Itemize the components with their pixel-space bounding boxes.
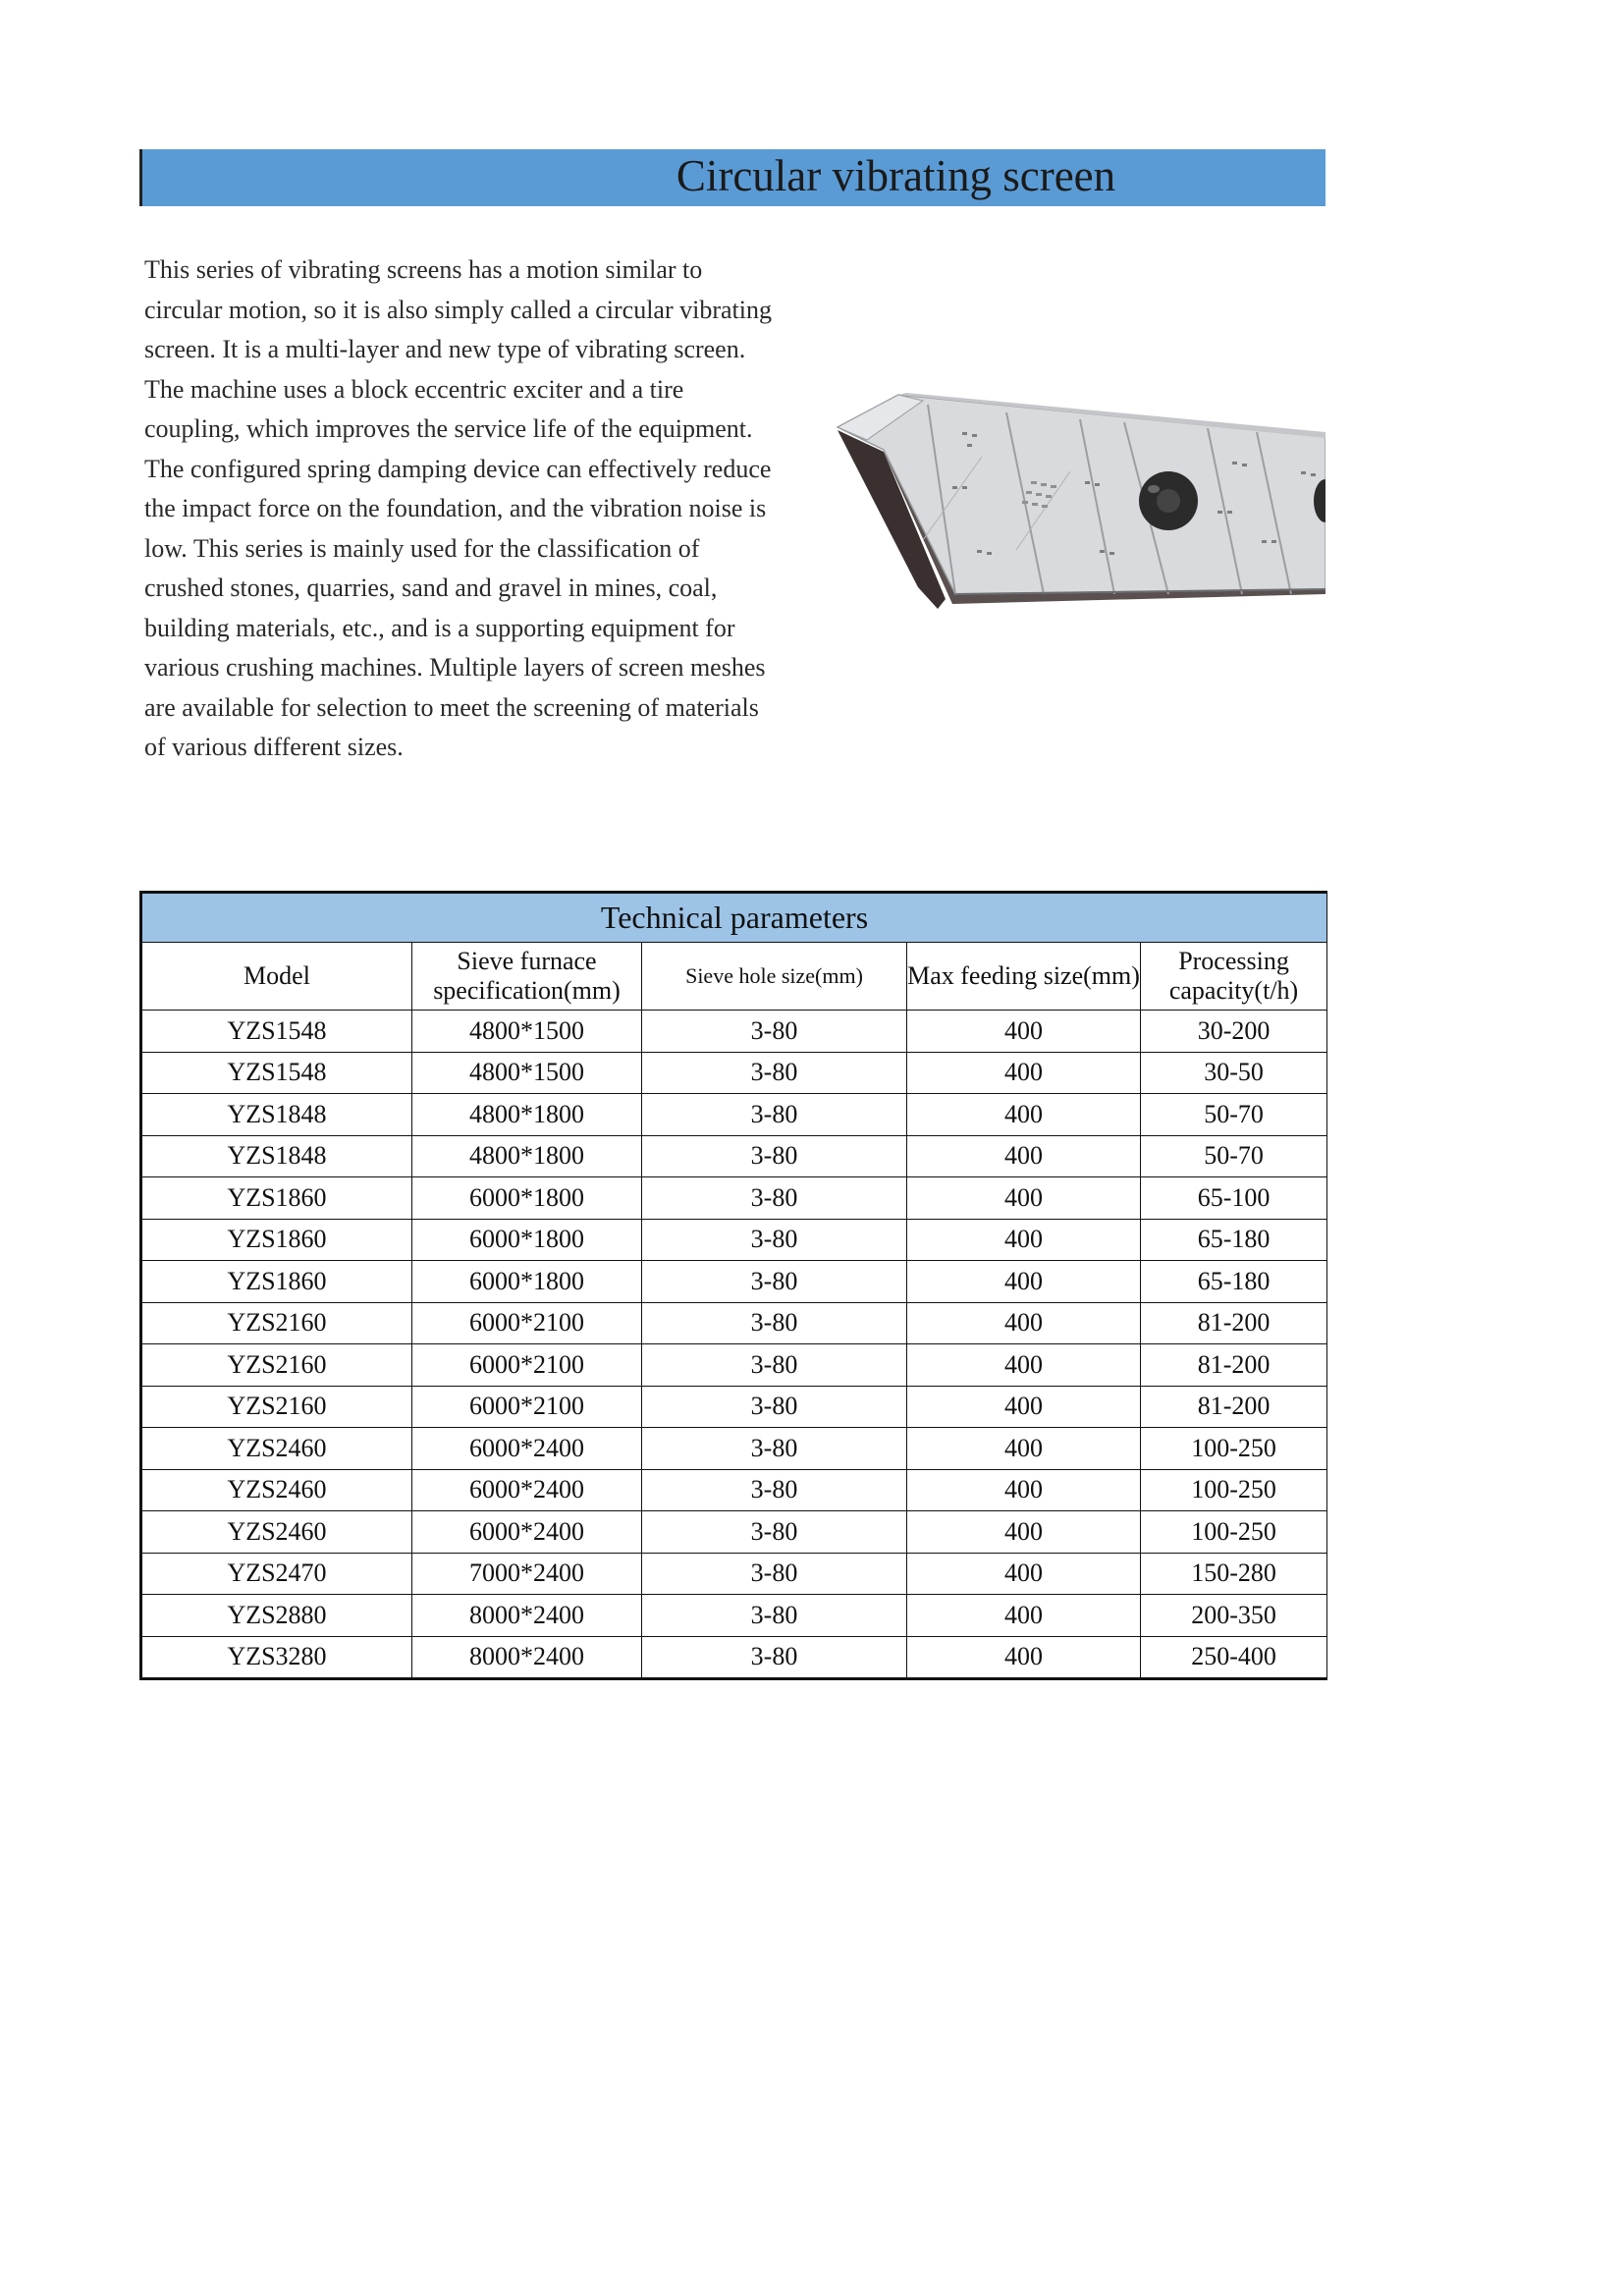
cell-sieve-spec: 6000*2400 — [412, 1428, 642, 1470]
table-row — [141, 1469, 1327, 1511]
cell-capacity: 65-180 — [1141, 1219, 1327, 1261]
cell-hole-size: 3-80 — [642, 1595, 907, 1637]
cell-max-feeding: 400 — [907, 1469, 1141, 1511]
cell-hole-size: 3-80 — [642, 1219, 907, 1261]
table-row — [141, 1386, 1327, 1428]
cell-model: YZS2160 — [141, 1386, 412, 1428]
product-image — [830, 393, 1325, 633]
cell-sieve-spec: 4800*1800 — [412, 1094, 642, 1136]
cell-model: YZS1848 — [141, 1135, 412, 1177]
cell-sieve-spec: 8000*2400 — [412, 1636, 642, 1679]
cell-model: YZS1548 — [141, 1052, 412, 1094]
cell-hole-size: 3-80 — [642, 1135, 907, 1177]
cell-sieve-spec: 6000*2100 — [412, 1386, 642, 1428]
cell-model: YZS2460 — [141, 1428, 412, 1470]
cell-max-feeding: 400 — [907, 1511, 1141, 1554]
table-row — [141, 1428, 1327, 1470]
cell-hole-size: 3-80 — [642, 1344, 907, 1387]
cell-capacity: 81-200 — [1141, 1344, 1327, 1387]
cell-model: YZS3280 — [141, 1636, 412, 1679]
cell-model: YZS2460 — [141, 1469, 412, 1511]
table-header-row — [141, 943, 1327, 1011]
cell-hole-size: 3-80 — [642, 1177, 907, 1220]
cell-capacity: 150-280 — [1141, 1553, 1327, 1595]
table-row — [141, 1135, 1327, 1177]
cell-capacity: 65-100 — [1141, 1177, 1327, 1220]
table-row — [141, 1344, 1327, 1387]
cell-capacity: 65-180 — [1141, 1261, 1327, 1303]
cell-max-feeding: 400 — [907, 1135, 1141, 1177]
cell-max-feeding: 400 — [907, 1261, 1141, 1303]
table-row — [141, 1052, 1327, 1094]
table-row — [141, 1595, 1327, 1637]
cell-max-feeding: 400 — [907, 1428, 1141, 1470]
cell-max-feeding: 400 — [907, 1553, 1141, 1595]
title-bar — [139, 149, 1325, 206]
cell-model: YZS2880 — [141, 1595, 412, 1637]
cell-sieve-spec: 6000*2400 — [412, 1469, 642, 1511]
table-row — [141, 1636, 1327, 1679]
cell-model: YZS1860 — [141, 1219, 412, 1261]
cell-hole-size: 3-80 — [642, 1052, 907, 1094]
cell-sieve-spec: 6000*2400 — [412, 1511, 642, 1554]
cell-hole-size: 3-80 — [642, 1428, 907, 1470]
cell-max-feeding: 400 — [907, 1386, 1141, 1428]
cell-capacity: 30-50 — [1141, 1052, 1327, 1094]
column-header-capacity: Processing capacity(t/h) — [1141, 943, 1327, 1011]
page-title: Circular vibrating screen — [676, 151, 1116, 200]
cell-max-feeding: 400 — [907, 1052, 1141, 1094]
cell-max-feeding: 400 — [907, 1595, 1141, 1637]
column-header-sieve-spec: Sieve furnace specification(mm) — [412, 943, 642, 1011]
table-row — [141, 1219, 1327, 1261]
cell-model: YZS1860 — [141, 1261, 412, 1303]
cell-capacity: 30-200 — [1141, 1011, 1327, 1053]
cell-hole-size: 3-80 — [642, 1386, 907, 1428]
cell-max-feeding: 400 — [907, 1177, 1141, 1220]
cell-max-feeding: 400 — [907, 1302, 1141, 1344]
cell-sieve-spec: 4800*1500 — [412, 1011, 642, 1053]
table-caption: Technical parameters — [141, 893, 1327, 943]
cell-sieve-spec: 7000*2400 — [412, 1553, 642, 1595]
cell-sieve-spec: 6000*1800 — [412, 1261, 642, 1303]
cell-sieve-spec: 6000*1800 — [412, 1177, 642, 1220]
cell-model: YZS1860 — [141, 1177, 412, 1220]
cell-capacity: 81-200 — [1141, 1386, 1327, 1428]
column-header-model: Model — [141, 943, 412, 1011]
cell-hole-size: 3-80 — [642, 1011, 907, 1053]
cell-capacity: 100-250 — [1141, 1428, 1327, 1470]
cell-capacity: 100-250 — [1141, 1469, 1327, 1511]
table-row — [141, 1511, 1327, 1554]
cell-model: YZS2160 — [141, 1344, 412, 1387]
cell-hole-size: 3-80 — [642, 1094, 907, 1136]
cell-hole-size: 3-80 — [642, 1553, 907, 1595]
cell-sieve-spec: 6000*1800 — [412, 1219, 642, 1261]
cell-sieve-spec: 4800*1800 — [412, 1135, 642, 1177]
table-row — [141, 1302, 1327, 1344]
table-row — [141, 1011, 1327, 1053]
cell-capacity: 50-70 — [1141, 1135, 1327, 1177]
cell-capacity: 81-200 — [1141, 1302, 1327, 1344]
cell-capacity: 100-250 — [1141, 1511, 1327, 1554]
cell-max-feeding: 400 — [907, 1094, 1141, 1136]
cell-sieve-spec: 6000*2100 — [412, 1302, 642, 1344]
cell-model: YZS1548 — [141, 1011, 412, 1053]
cell-model: YZS1848 — [141, 1094, 412, 1136]
vibrating-screen-illustration — [830, 393, 1325, 633]
table-row — [141, 1094, 1327, 1136]
cell-capacity: 50-70 — [1141, 1094, 1327, 1136]
cell-capacity: 250-400 — [1141, 1636, 1327, 1679]
column-header-max-feeding: Max feeding size(mm) — [907, 943, 1141, 1011]
cell-sieve-spec: 6000*2100 — [412, 1344, 642, 1387]
technical-parameters-section — [139, 891, 1325, 1680]
cell-model: YZS2470 — [141, 1553, 412, 1595]
cell-max-feeding: 400 — [907, 1011, 1141, 1053]
cell-model: YZS2160 — [141, 1302, 412, 1344]
technical-parameters-table — [139, 891, 1327, 1680]
product-description: This series of vibrating screens has a motion similar to circular motion, so it is also simply called a circular vibrating screen. It is a multi-layer and new type of vibrating screen. The machine uses a block eccentric exciter and a tire coupling, which improves the service life of the equipment. The configured spring damping device can effectively reduce the impact force on the foundation, and the vibration noise is low. This series is mainly used for the classification of crushed stones, quarries, sand and gravel in mines, coal, building materials, etc., and is a supporting equipment for various crushing machines. Multiple layers of screen meshes are available for selection to meet the screening of materials of various different sizes. — [144, 255, 772, 761]
table-body — [141, 1011, 1327, 1679]
cell-hole-size: 3-80 — [642, 1302, 907, 1344]
cell-capacity: 200-350 — [1141, 1595, 1327, 1637]
table-row — [141, 1553, 1327, 1595]
cell-hole-size: 3-80 — [642, 1261, 907, 1303]
cell-sieve-spec: 4800*1500 — [412, 1052, 642, 1094]
cell-model: YZS2460 — [141, 1511, 412, 1554]
cell-hole-size: 3-80 — [642, 1511, 907, 1554]
cell-hole-size: 3-80 — [642, 1636, 907, 1679]
cell-max-feeding: 400 — [907, 1636, 1141, 1679]
table-row — [141, 1177, 1327, 1220]
cell-hole-size: 3-80 — [642, 1469, 907, 1511]
column-header-hole-size: Sieve hole size(mm) — [642, 943, 907, 1011]
cell-sieve-spec: 8000*2400 — [412, 1595, 642, 1637]
table-row — [141, 1261, 1327, 1303]
cell-max-feeding: 400 — [907, 1219, 1141, 1261]
cell-max-feeding: 400 — [907, 1344, 1141, 1387]
